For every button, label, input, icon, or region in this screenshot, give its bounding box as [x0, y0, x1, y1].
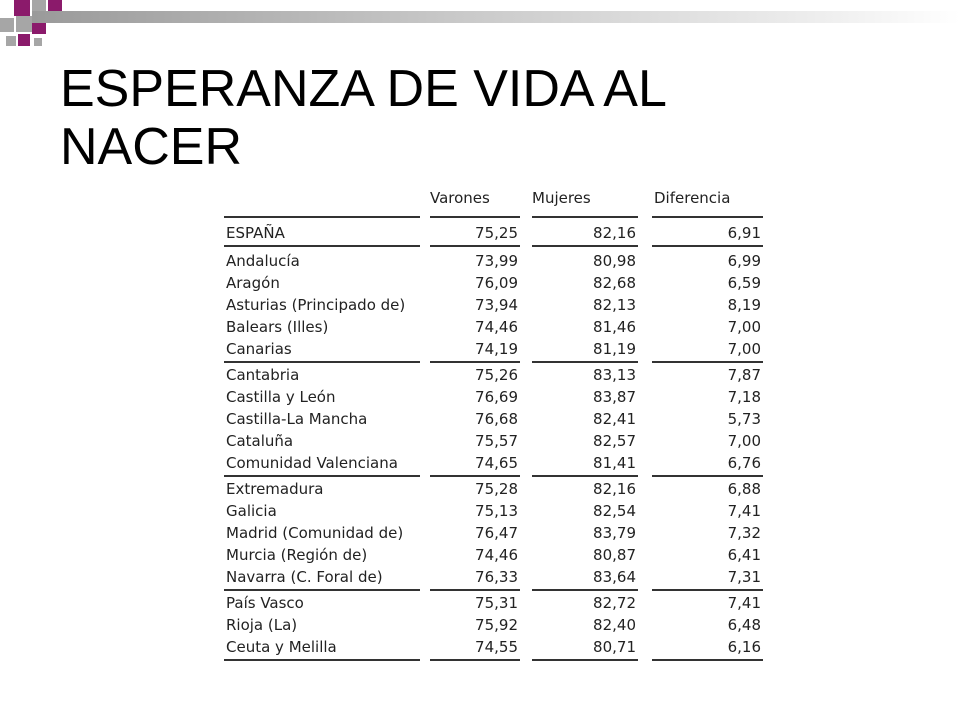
- title-line-1: ESPERANZA DE VIDA AL: [60, 60, 667, 118]
- table-row: [224, 294, 764, 316]
- table-rule: [652, 659, 763, 661]
- value-diferencia: 6,88: [727, 480, 761, 498]
- value-mujeres: 82,13: [593, 296, 636, 314]
- region-name: Castilla y León: [226, 388, 336, 406]
- table-body: [224, 216, 764, 662]
- table-rule: [532, 589, 638, 591]
- region-name: Murcia (Región de): [226, 546, 368, 564]
- region-name: Castilla-La Mancha: [226, 410, 368, 428]
- table-rule: [652, 361, 763, 363]
- table-row: [224, 250, 764, 272]
- table-row: [224, 522, 764, 544]
- value-diferencia: 7,00: [727, 432, 761, 450]
- table-rule: [224, 589, 420, 591]
- value-diferencia: 7,00: [727, 318, 761, 336]
- region-name: Cataluña: [226, 432, 294, 450]
- value-diferencia: 7,41: [727, 594, 761, 612]
- table-rule: [224, 216, 420, 218]
- value-diferencia: 6,76: [727, 454, 761, 472]
- value-diferencia: 6,16: [727, 638, 761, 656]
- deco-square-gray-3: [16, 16, 32, 32]
- value-varones: 73,99: [475, 252, 518, 270]
- value-varones: 75,92: [475, 616, 518, 634]
- table-rule: [224, 245, 420, 247]
- region-name: Aragón: [226, 274, 280, 292]
- value-mujeres: 82,16: [593, 480, 636, 498]
- region-name: ESPAÑA: [226, 224, 285, 242]
- table-row: [224, 222, 764, 244]
- table-rule: [532, 659, 638, 661]
- table-row: [224, 452, 764, 474]
- value-varones: 76,09: [475, 274, 518, 292]
- value-varones: 76,33: [475, 568, 518, 586]
- table-row: [224, 430, 764, 452]
- deco-square-purple-4: [18, 34, 30, 46]
- region-name: Cantabria: [226, 366, 300, 384]
- table-rule: [224, 361, 420, 363]
- value-diferencia: 7,18: [727, 388, 761, 406]
- value-varones: 74,46: [475, 318, 518, 336]
- region-name: Navarra (C. Foral de): [226, 568, 383, 586]
- value-mujeres: 82,68: [593, 274, 636, 292]
- header-varones: Varones: [430, 189, 490, 207]
- value-diferencia: 6,59: [727, 274, 761, 292]
- table-rule: [532, 216, 638, 218]
- value-varones: 76,68: [475, 410, 518, 428]
- value-mujeres: 80,71: [593, 638, 636, 656]
- table-rule: [430, 659, 520, 661]
- value-diferencia: 7,32: [727, 524, 761, 542]
- table-row: [224, 636, 764, 658]
- value-varones: 75,25: [475, 224, 518, 242]
- table-rule: [532, 475, 638, 477]
- title-line-2: NACER: [60, 118, 243, 176]
- table-row: [224, 592, 764, 614]
- table-row: [224, 364, 764, 386]
- region-name: Comunidad Valenciana: [226, 454, 398, 472]
- region-name: Galicia: [226, 502, 277, 520]
- value-diferencia: 6,99: [727, 252, 761, 270]
- value-varones: 75,31: [475, 594, 518, 612]
- value-mujeres: 83,13: [593, 366, 636, 384]
- value-mujeres: 83,64: [593, 568, 636, 586]
- value-diferencia: 7,00: [727, 340, 761, 358]
- region-name: Balears (Illes): [226, 318, 329, 336]
- region-name: Asturias (Principado de): [226, 296, 406, 314]
- value-varones: 74,55: [475, 638, 518, 656]
- table-row: [224, 500, 764, 522]
- table-row: [224, 408, 764, 430]
- value-varones: 75,13: [475, 502, 518, 520]
- header-gradient-bar: [32, 11, 960, 23]
- table-row: [224, 272, 764, 294]
- value-mujeres: 81,41: [593, 454, 636, 472]
- table-row: [224, 316, 764, 338]
- table-rule: [430, 589, 520, 591]
- table-row: [224, 478, 764, 500]
- region-name: Andalucía: [226, 252, 300, 270]
- table-rule: [652, 589, 763, 591]
- table-rule: [224, 475, 420, 477]
- value-mujeres: 82,16: [593, 224, 636, 242]
- value-mujeres: 83,79: [593, 524, 636, 542]
- table-rule: [430, 216, 520, 218]
- deco-square-gray-4: [6, 36, 16, 46]
- region-name: País Vasco: [226, 594, 304, 612]
- value-varones: 76,69: [475, 388, 518, 406]
- region-name: Rioja (La): [226, 616, 298, 634]
- value-diferencia: 7,31: [727, 568, 761, 586]
- table-rule: [224, 659, 420, 661]
- header-mujeres: Mujeres: [532, 189, 591, 207]
- value-mujeres: 82,72: [593, 594, 636, 612]
- value-diferencia: 6,41: [727, 546, 761, 564]
- table-rule: [532, 245, 638, 247]
- table-rule: [652, 245, 763, 247]
- value-diferencia: 7,87: [727, 366, 761, 384]
- value-mujeres: 80,98: [593, 252, 636, 270]
- table-rule: [430, 361, 520, 363]
- deco-square-gray-5: [34, 38, 42, 46]
- value-varones: 74,46: [475, 546, 518, 564]
- value-varones: 75,28: [475, 480, 518, 498]
- deco-square-purple-1: [14, 0, 30, 16]
- header-diferencia: Diferencia: [654, 189, 731, 207]
- table-rule: [430, 475, 520, 477]
- value-mujeres: 83,87: [593, 388, 636, 406]
- value-varones: 76,47: [475, 524, 518, 542]
- table-row: [224, 338, 764, 360]
- table-header: [224, 186, 764, 216]
- value-mujeres: 82,41: [593, 410, 636, 428]
- table-rule: [430, 245, 520, 247]
- table-row: [224, 614, 764, 636]
- value-mujeres: 82,54: [593, 502, 636, 520]
- table-rule: [532, 361, 638, 363]
- table-row: [224, 566, 764, 588]
- region-name: Ceuta y Melilla: [226, 638, 337, 656]
- value-varones: 75,57: [475, 432, 518, 450]
- slide-title: [60, 60, 667, 176]
- table-rule: [652, 216, 763, 218]
- value-mujeres: 80,87: [593, 546, 636, 564]
- region-name: Canarias: [226, 340, 292, 358]
- region-name: Madrid (Comunidad de): [226, 524, 404, 542]
- value-varones: 73,94: [475, 296, 518, 314]
- value-diferencia: 7,41: [727, 502, 761, 520]
- value-diferencia: 6,91: [727, 224, 761, 242]
- value-mujeres: 81,46: [593, 318, 636, 336]
- value-varones: 74,65: [475, 454, 518, 472]
- region-name: Extremadura: [226, 480, 324, 498]
- value-mujeres: 82,40: [593, 616, 636, 634]
- table-rule: [652, 475, 763, 477]
- value-diferencia: 6,48: [727, 616, 761, 634]
- table-row: [224, 544, 764, 566]
- value-mujeres: 82,57: [593, 432, 636, 450]
- value-varones: 75,26: [475, 366, 518, 384]
- table-row: [224, 386, 764, 408]
- value-diferencia: 8,19: [727, 296, 761, 314]
- life-expectancy-table: [224, 186, 764, 662]
- value-mujeres: 81,19: [593, 340, 636, 358]
- value-diferencia: 5,73: [727, 410, 761, 428]
- value-varones: 74,19: [475, 340, 518, 358]
- deco-square-gray-2: [0, 18, 14, 32]
